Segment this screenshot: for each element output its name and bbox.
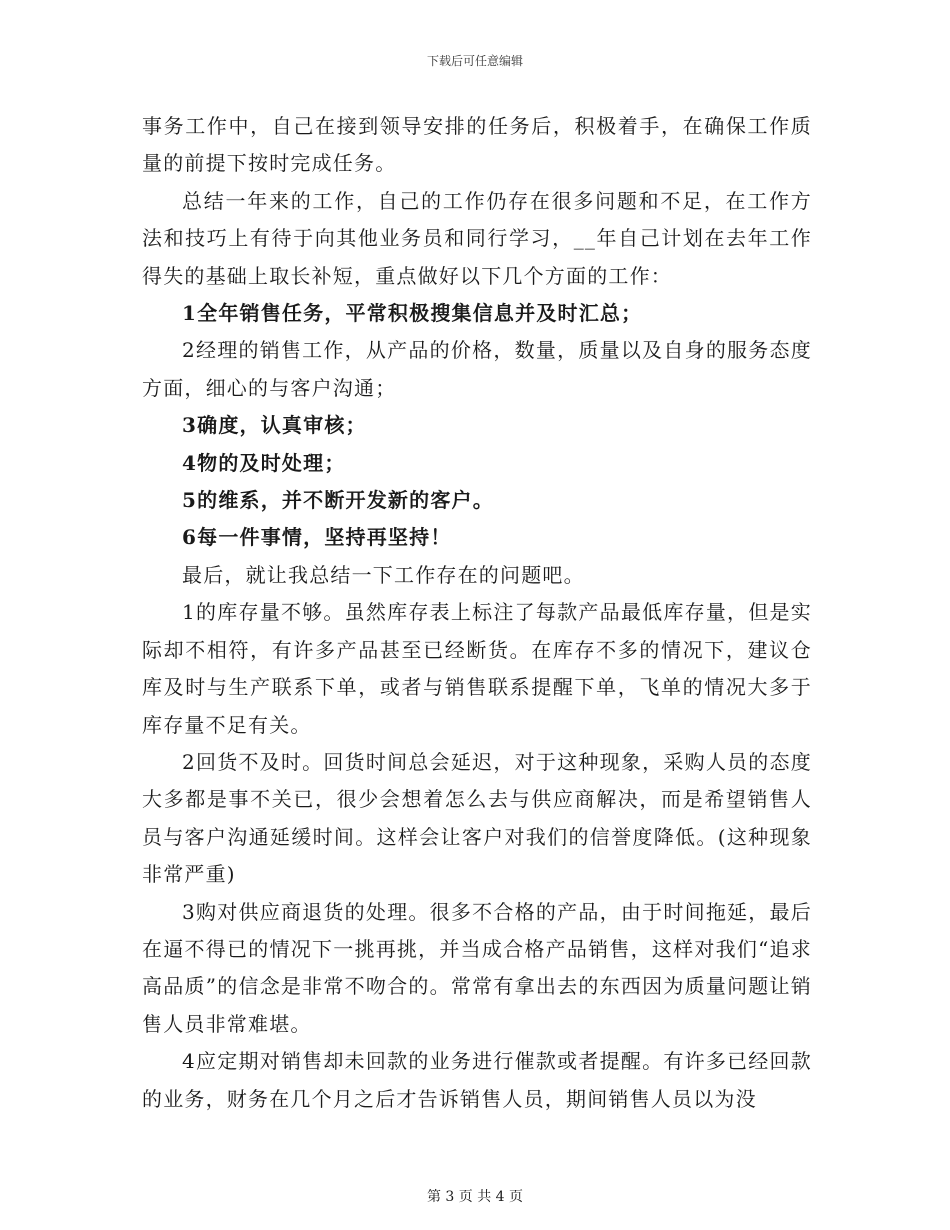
page-header: 下载后可任意编辑 (426, 54, 523, 68)
paragraph: 事务工作中，自己在接到领导安排的任务后，积极着手，在确保工作质量的前提下按时完成任务。 (142, 114, 812, 176)
paragraph: 2回货不及时。回货时间总会延迟，对于这种现象，采购人员的态度大多都是事不关已，很少会想着怎么去与供应商解决，而是希望销售人员与客户沟通延缓时间。这样会让客户对我们的信誉度降低。(这种现象非常严重) (142, 749, 812, 887)
paragraph: 5的维系，并不断开发新的客户。 (182, 488, 494, 513)
paragraph: 1的库存量不够。虽然库存表上标注了每款产品最低库存量，但是实际却不相符，有许多产品甚至已经断货。在库存不多的情况下，建议仓库及时与生产联系下单，或者与销售联系提醒下单，飞单的情况大多于库存量不足有关。 (142, 600, 812, 737)
paragraph: 1全年销售任务，平常积极搜集信息并及时汇总； (182, 301, 643, 326)
paragraph: 4物的及时处理； (182, 450, 346, 475)
paragraph: 3购对供应商退货的处理。很多不合格的产品，由于时间拖延，最后在逼不得已的情况下一挑再挑，并当成合格产品销售，这样对我们“追求高品质”的信念是非常不吻合的。常常有拿出去的东西因为质量问题让销售人员非常难堪。 (142, 899, 812, 1036)
paragraph: 3确度，认真审核； (182, 413, 367, 438)
paragraph: 2经理的销售工作，从产品的价格，数量，质量以及自身的服务态度方面，细心的与客户沟通； (142, 338, 812, 400)
paragraph: 最后，就让我总结一下工作存在的问题吧。 (182, 562, 585, 587)
document-body (142, 108, 812, 1118)
page-number: 第 3 页 共 4 页 (426, 1189, 524, 1205)
paragraph: 总结一年来的工作，自己的工作仍存在很多问题和不足，在工作方法和技巧上有待于向其他业务员和同行学习，__年自己计划在去年工作得失的基础上取长补短，重点做好以下几个方面的工作： (142, 188, 812, 288)
paragraph: 6每一件事情，坚持再坚持！ (182, 525, 452, 550)
paragraph: 4应定期对销售却未回款的业务进行催款或者提醒。有许多已经回款的业务，财务在几个月之后才告诉销售人员，期间销售人员以为没 (142, 1049, 812, 1111)
